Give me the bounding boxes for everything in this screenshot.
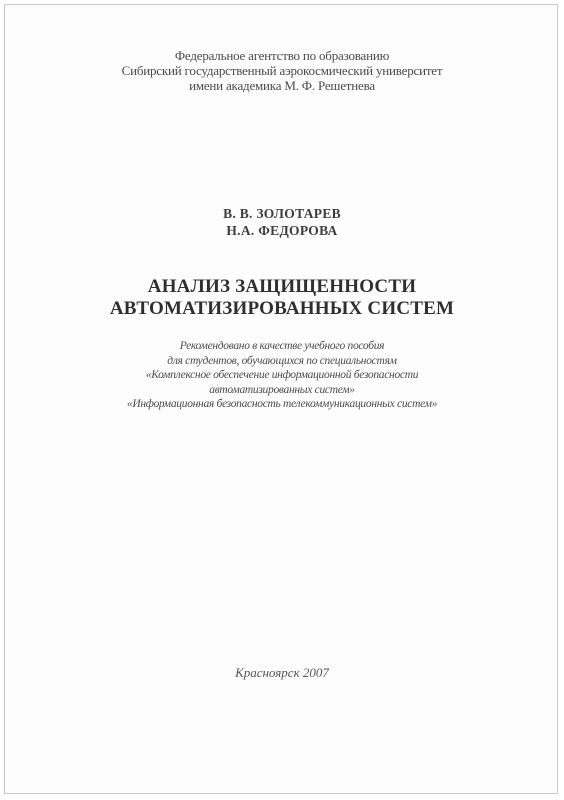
recommendation-line: Рекомендовано в качестве учебного пособия xyxy=(179,340,385,352)
university-named-after: имени академика М. Ф. Решетнева xyxy=(189,78,375,93)
author-name: Н.А. ФЕДОРОВА xyxy=(226,223,338,238)
recommendation-line: «Информационная безопасность телекоммуникационных систем» xyxy=(126,398,438,410)
university-name: Сибирский государственный аэрокосмический университет xyxy=(121,63,443,78)
recommendation-line: «Комплексное обеспечение информационной безопасности xyxy=(145,369,419,381)
title-line-2: АВТОМАТИЗИРОВАННЫХ СИСТЕМ xyxy=(109,298,455,319)
recommendation-block xyxy=(0,339,564,412)
publication-footer xyxy=(0,665,564,681)
recommendation-line: для студентов, обучающихся по специальностям xyxy=(167,354,397,367)
document-title xyxy=(0,276,564,320)
authors-block xyxy=(0,205,564,239)
institution-header xyxy=(0,48,564,93)
title-line-1: АНАЛИЗ ЗАЩИЩЕННОСТИ xyxy=(147,276,417,297)
recommendation-line: автоматизированных систем» xyxy=(209,383,355,396)
author-name: В. В. ЗОЛОТАРЕВ xyxy=(223,206,341,221)
place-and-year: Красноярск 2007 xyxy=(235,665,329,680)
agency-name: Федеральное агентство по образованию xyxy=(174,48,390,63)
